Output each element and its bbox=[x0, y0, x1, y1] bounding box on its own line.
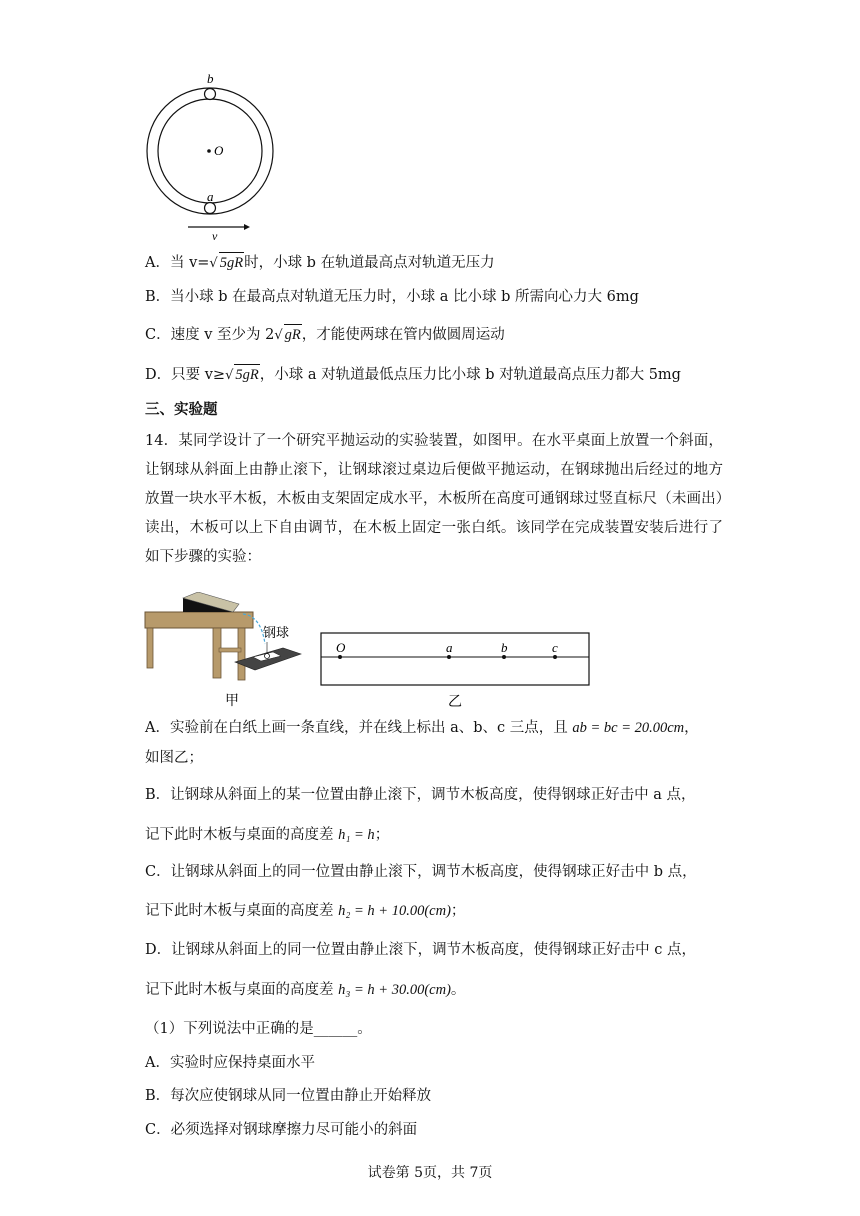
option-13-D-radicand: 5gR bbox=[234, 364, 259, 385]
step-D-line2 bbox=[145, 980, 465, 1000]
option-13-A-post: 时，小球 b 在轨道最高点对轨道无压力 bbox=[244, 255, 495, 271]
option-13-B: B．当小球 b 在最高点对轨道无压力时，小球 a 比小球 b 所需向心力大 6mg bbox=[145, 289, 639, 305]
step-B-post: ； bbox=[374, 827, 390, 843]
label-v: v bbox=[212, 229, 218, 242]
label-a: a bbox=[207, 189, 214, 204]
option-13-D: D．只要 v≥√ 5gR，小球 a 对轨道最低点压力比小球 b 对轨道最高点压力都大 5mg bbox=[145, 364, 681, 386]
point-O: O bbox=[336, 640, 346, 655]
center-dot bbox=[207, 149, 211, 153]
ball-a bbox=[205, 203, 216, 214]
ball-label: 钢球 bbox=[263, 625, 290, 640]
step-C-line1: C．让钢球从斜面上的同一位置由静止滚下，调节木板高度，使得钢球正好击中 b 点， bbox=[145, 864, 697, 880]
apparatus-figure-jia bbox=[143, 592, 313, 710]
q14-intro: 14．某同学设计了一个研究平抛运动的实验装置，如图甲。在水平桌面上放置一个斜面，让钢球从斜面上由静止滚下，让钢球滚过桌边后便做平抛运动，在钢球抛出后经过的地方放置一块水平木板，木板由支架固定成水平，木板所在高度可通钢球过竖直标尺（未画出）读出，木板可以上下自由调节，在木板上固定一张白纸。该同学在完成装置安装后进行了如下步骤的实验： bbox=[145, 433, 723, 565]
label-b: b bbox=[207, 71, 214, 86]
option-13-D-pre: D．只要 v≥ bbox=[145, 367, 226, 383]
ball-b bbox=[205, 89, 216, 100]
step-B-line2 bbox=[145, 825, 389, 845]
option-13-C-radicand: gR bbox=[284, 324, 302, 345]
paper-figure-yi bbox=[320, 632, 592, 712]
step-C-line2 bbox=[145, 901, 465, 921]
step-D-line1: D．让钢球从斜面上的同一位置由静止滚下，调节木板高度，使得钢球正好击中 c 点， bbox=[145, 942, 696, 958]
point-b: b bbox=[501, 640, 508, 655]
point-c: c bbox=[552, 640, 558, 655]
page-footer: 试卷第 5页，共 7页 bbox=[367, 1165, 493, 1181]
step-C-math: h₂ = h + 10.00(cm) bbox=[338, 903, 451, 919]
option-13-A: A．当 v=√ 5gR时，小球 b 在轨道最高点对轨道无压力 bbox=[145, 252, 495, 274]
step-A-pre: A．实验前在白纸上画一条直线，并在线上标出 a、b、c 三点，且 bbox=[145, 720, 573, 736]
option-13-A-radicand: 5gR bbox=[219, 252, 244, 273]
circular-track-figure bbox=[140, 70, 280, 242]
option-13-D-post: ，小球 a 对轨道最低点压力比小球 b 对轨道最高点压力都大 5mg bbox=[259, 367, 681, 383]
sub1-option-C: C．必须选择对钢球摩擦力尽可能小的斜面 bbox=[145, 1122, 418, 1138]
sub1-question: （1）下列说法中正确的是______。 bbox=[145, 1021, 372, 1037]
caption-jia: 甲 bbox=[225, 694, 239, 709]
step-B-math: h₁ = h bbox=[338, 827, 375, 843]
step-D-pre: 记下此时木板与桌面的高度差 bbox=[145, 982, 339, 998]
sub1-option-A: A．实验时应保持桌面水平 bbox=[145, 1055, 315, 1071]
option-13-C: C．速度 v 至少为 2√ gR，才能使两球在管内做圆周运动 bbox=[145, 324, 505, 346]
step-A-line2: 如图乙； bbox=[145, 750, 203, 766]
option-13-C-pre: C．速度 v 至少为 2 bbox=[145, 327, 275, 343]
step-D-post: 。 bbox=[450, 982, 466, 998]
step-C-post: ； bbox=[450, 903, 466, 919]
step-B-pre: 记下此时木板与桌面的高度差 bbox=[145, 827, 339, 843]
label-O: O bbox=[214, 143, 224, 158]
step-A-line1 bbox=[145, 718, 699, 738]
sub1-option-B: B．每次应使钢球从同一位置由静止开始释放 bbox=[145, 1088, 432, 1104]
option-13-C-post: ，才能使两球在管内做圆周运动 bbox=[301, 327, 505, 343]
step-D-math: h₃ = h + 30.00(cm) bbox=[338, 982, 451, 998]
point-a: a bbox=[446, 640, 453, 655]
section-title: 三、实验题 bbox=[145, 401, 218, 418]
step-A-math: ab = bc = 20.00cm bbox=[572, 720, 685, 736]
step-C-pre: 记下此时木板与桌面的高度差 bbox=[145, 903, 339, 919]
step-A-post: ， bbox=[684, 720, 699, 736]
option-13-A-pre: A．当 v= bbox=[145, 255, 210, 271]
caption-yi: 乙 bbox=[448, 695, 462, 710]
step-B-line1: B．让钢球从斜面上的某一位置由静止滚下，调节木板高度，使得钢球正好击中 a 点， bbox=[145, 787, 696, 803]
